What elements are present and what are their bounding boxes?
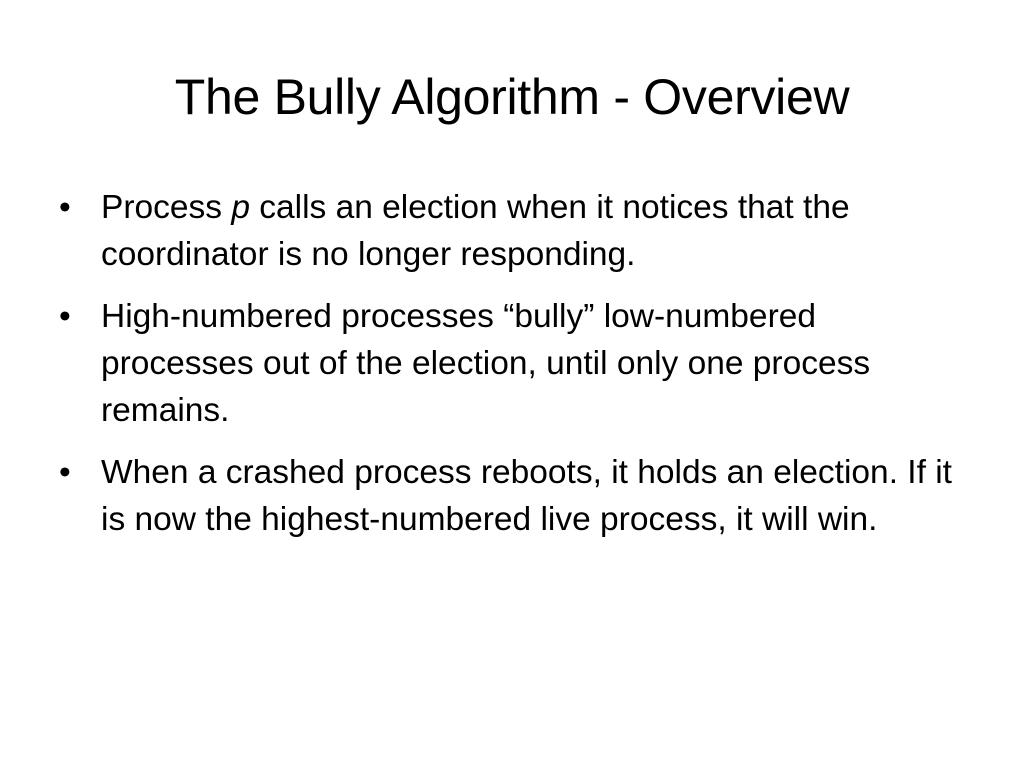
bullet-marker: • [59,298,71,335]
slide-title: The Bully Algorithm - Overview [174,69,850,125]
bullet-text-end: calls an election when it notices that the coordinator is no longer responding. [101,189,850,273]
bullet-list [55,184,975,558]
bullet-text: When a crashed process reboots, it holds an election. If it is now the highest-numbered live process, it will win. [101,454,952,538]
bullet-emphasis: p [231,189,250,226]
bullet-marker: • [59,454,71,491]
bullet-item-reboot [55,449,975,543]
bullet-marker: • [59,189,71,226]
bullet-text: High-numbered processes “bully” low-numbered processes out of the election, until only one process remains. [101,298,871,429]
bullet-item-election-trigger [55,184,975,278]
bullet-text-start: Process [101,189,232,226]
bullet-item-bully [55,293,975,434]
